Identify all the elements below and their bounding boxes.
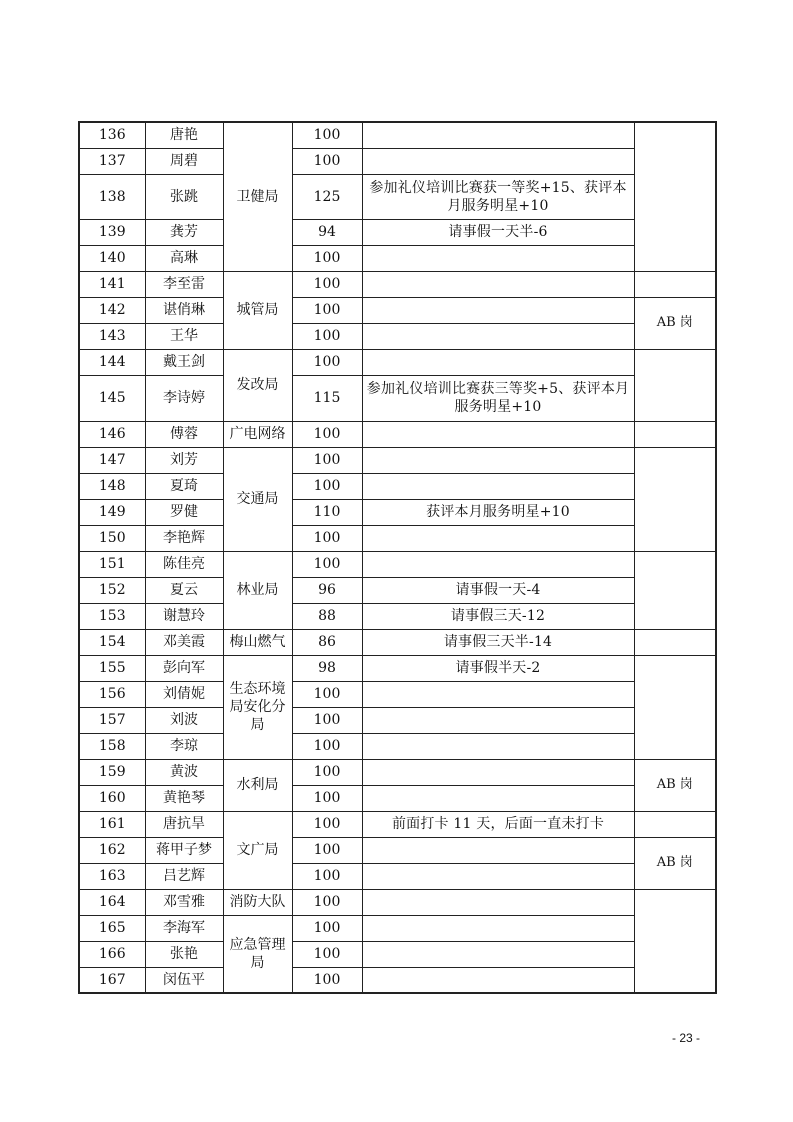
row-number: 164: [79, 889, 145, 915]
row-number: 152: [79, 577, 145, 603]
score-note: [362, 967, 634, 993]
table-row: [79, 655, 716, 681]
department-cell: 梅山燃气: [223, 629, 292, 655]
department-cell: 发改局: [223, 349, 292, 421]
score: 100: [292, 915, 362, 941]
score-note: [362, 349, 634, 375]
staff-name: 戴王剑: [145, 349, 223, 375]
department-cell: 交通局: [223, 447, 292, 551]
score: 115: [292, 375, 362, 421]
score-note: 参加礼仪培训比赛获一等奖+15、获评本月服务明星+10: [362, 174, 634, 219]
staff-name: 闵伍平: [145, 967, 223, 993]
table-row: [79, 219, 716, 245]
score-note: [362, 707, 634, 733]
table-row: [79, 785, 716, 811]
score-note: [362, 915, 634, 941]
score-note: [362, 863, 634, 889]
table-row: [79, 577, 716, 603]
row-number: 150: [79, 525, 145, 551]
staff-name: 谌俏琳: [145, 297, 223, 323]
score: 100: [292, 473, 362, 499]
score: 110: [292, 499, 362, 525]
table-row: [79, 122, 716, 148]
remark-cell: [634, 447, 716, 551]
row-number: 163: [79, 863, 145, 889]
staff-name: 陈佳亮: [145, 551, 223, 577]
score: 100: [292, 785, 362, 811]
score-note: [362, 271, 634, 297]
table-row: [79, 375, 716, 421]
row-number: 162: [79, 837, 145, 863]
staff-name: 李琼: [145, 733, 223, 759]
staff-name: 邓雪雅: [145, 889, 223, 915]
score-note: 前面打卡 11 天，后面一直未打卡: [362, 811, 634, 837]
staff-name: 李诗婷: [145, 375, 223, 421]
row-number: 138: [79, 174, 145, 219]
score: 100: [292, 349, 362, 375]
department-cell: 水利局: [223, 759, 292, 811]
department-cell: 生态环境局安化分局: [223, 655, 292, 759]
table-row: [79, 681, 716, 707]
table-row: [79, 759, 716, 785]
table-row: [79, 811, 716, 837]
score: 100: [292, 551, 362, 577]
staff-name: 高琳: [145, 245, 223, 271]
row-number: 154: [79, 629, 145, 655]
score-note: [362, 525, 634, 551]
staff-name: 唐艳: [145, 122, 223, 148]
row-number: 157: [79, 707, 145, 733]
department-cell: 消防大队: [223, 889, 292, 915]
remark-ab-post: AB 岗: [634, 837, 716, 889]
row-number: 148: [79, 473, 145, 499]
table-row: [79, 245, 716, 271]
remark-cell: [634, 122, 716, 271]
score-note: [362, 551, 634, 577]
row-number: 165: [79, 915, 145, 941]
score-note: 请事假一天半-6: [362, 219, 634, 245]
staff-name: 李艳辉: [145, 525, 223, 551]
remark-cell: [634, 349, 716, 421]
remark-cell: [634, 629, 716, 655]
table-row: [79, 915, 716, 941]
staff-name: 彭向军: [145, 655, 223, 681]
table-row: [79, 525, 716, 551]
department-cell: 林业局: [223, 551, 292, 629]
score: 100: [292, 681, 362, 707]
remark-cell: [634, 889, 716, 993]
score: 100: [292, 837, 362, 863]
score-note: 参加礼仪培训比赛获三等奖+5、获评本月服务明星+10: [362, 375, 634, 421]
score: 100: [292, 707, 362, 733]
table-row: [79, 447, 716, 473]
remark-cell: [634, 421, 716, 447]
score-note: [362, 733, 634, 759]
remark-ab-post: AB 岗: [634, 759, 716, 811]
staff-name: 蒋甲子梦: [145, 837, 223, 863]
remark-cell: [634, 271, 716, 297]
score: 86: [292, 629, 362, 655]
staff-name: 李至雷: [145, 271, 223, 297]
table-row: [79, 297, 716, 323]
row-number: 151: [79, 551, 145, 577]
score-note: [362, 148, 634, 174]
staff-name: 张艳: [145, 941, 223, 967]
staff-name: 邓美霞: [145, 629, 223, 655]
staff-name: 夏云: [145, 577, 223, 603]
score: 100: [292, 941, 362, 967]
page-number: - 23 -: [672, 1031, 701, 1045]
score-note: [362, 297, 634, 323]
score: 100: [292, 323, 362, 349]
row-number: 143: [79, 323, 145, 349]
staff-name: 龚芳: [145, 219, 223, 245]
score: 100: [292, 421, 362, 447]
row-number: 144: [79, 349, 145, 375]
remark-cell: [634, 655, 716, 759]
score: 96: [292, 577, 362, 603]
row-number: 136: [79, 122, 145, 148]
score: 100: [292, 122, 362, 148]
table-row: [79, 603, 716, 629]
staff-name: 王华: [145, 323, 223, 349]
table-row: [79, 733, 716, 759]
row-number: 145: [79, 375, 145, 421]
score: 100: [292, 297, 362, 323]
score-note: [362, 941, 634, 967]
score-note: [362, 837, 634, 863]
row-number: 166: [79, 941, 145, 967]
table-row: [79, 837, 716, 863]
staff-name: 周碧: [145, 148, 223, 174]
table-row: [79, 271, 716, 297]
score: 100: [292, 889, 362, 915]
table-row: [79, 499, 716, 525]
score-note: 请事假三天半-14: [362, 629, 634, 655]
row-number: 161: [79, 811, 145, 837]
row-number: 147: [79, 447, 145, 473]
row-number: 153: [79, 603, 145, 629]
row-number: 167: [79, 967, 145, 993]
row-number: 141: [79, 271, 145, 297]
score-note: [362, 785, 634, 811]
table-row: [79, 421, 716, 447]
score: 100: [292, 863, 362, 889]
row-number: 142: [79, 297, 145, 323]
remark-cell: [634, 551, 716, 629]
table-row: [79, 889, 716, 915]
score-note: [362, 421, 634, 447]
score-note: [362, 681, 634, 707]
staff-name: 张跳: [145, 174, 223, 219]
table-row: [79, 629, 716, 655]
table-row: [79, 323, 716, 349]
score-note: 请事假半天-2: [362, 655, 634, 681]
row-number: 156: [79, 681, 145, 707]
table-row: [79, 707, 716, 733]
score-note: [362, 323, 634, 349]
score-note: 获评本月服务明星+10: [362, 499, 634, 525]
score-note: [362, 889, 634, 915]
staff-name: 吕艺辉: [145, 863, 223, 889]
row-number: 158: [79, 733, 145, 759]
table-row: [79, 349, 716, 375]
department-cell: 卫健局: [223, 122, 292, 271]
score: 100: [292, 733, 362, 759]
table-row: [79, 551, 716, 577]
staff-name: 夏琦: [145, 473, 223, 499]
department-cell: 应急管理局: [223, 915, 292, 993]
score-note: [362, 473, 634, 499]
score: 100: [292, 967, 362, 993]
row-number: 159: [79, 759, 145, 785]
score-note: 请事假一天-4: [362, 577, 634, 603]
score: 100: [292, 245, 362, 271]
score: 98: [292, 655, 362, 681]
row-number: 160: [79, 785, 145, 811]
score: 100: [292, 525, 362, 551]
department-cell: 城管局: [223, 271, 292, 349]
row-number: 140: [79, 245, 145, 271]
row-number: 146: [79, 421, 145, 447]
staff-name: 罗健: [145, 499, 223, 525]
remark-cell: [634, 811, 716, 837]
row-number: 155: [79, 655, 145, 681]
table-row: [79, 941, 716, 967]
staff-name: 李海军: [145, 915, 223, 941]
score: 88: [292, 603, 362, 629]
table-row: [79, 174, 716, 219]
table-row: [79, 967, 716, 993]
table-row: [79, 473, 716, 499]
table-row: [79, 148, 716, 174]
score: 94: [292, 219, 362, 245]
staff-name: 黄波: [145, 759, 223, 785]
department-cell: 广电网络: [223, 421, 292, 447]
staff-name: 刘波: [145, 707, 223, 733]
score: 100: [292, 148, 362, 174]
row-number: 149: [79, 499, 145, 525]
staff-name: 刘倩妮: [145, 681, 223, 707]
staff-name: 唐抗旱: [145, 811, 223, 837]
score-note: [362, 759, 634, 785]
staff-name: 傅蓉: [145, 421, 223, 447]
remark-ab-post: AB 岗: [634, 297, 716, 349]
row-number: 139: [79, 219, 145, 245]
staff-name: 谢慧玲: [145, 603, 223, 629]
department-cell: 文广局: [223, 811, 292, 889]
staff-name: 刘芳: [145, 447, 223, 473]
staff-score-table: [78, 121, 717, 994]
staff-name: 黄艳琴: [145, 785, 223, 811]
score: 100: [292, 759, 362, 785]
table-row: [79, 863, 716, 889]
score: 100: [292, 271, 362, 297]
score: 100: [292, 811, 362, 837]
score: 100: [292, 447, 362, 473]
score-note: [362, 245, 634, 271]
score-note: [362, 122, 634, 148]
row-number: 137: [79, 148, 145, 174]
score: 125: [292, 174, 362, 219]
score-note: [362, 447, 634, 473]
score-note: 请事假三天-12: [362, 603, 634, 629]
